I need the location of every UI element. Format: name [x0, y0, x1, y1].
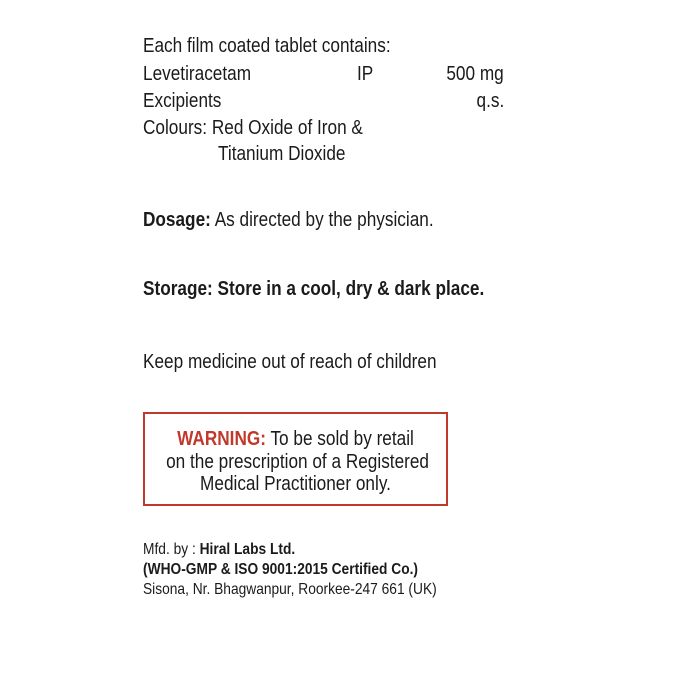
warning-line2: on the prescription of a Registered [166, 451, 430, 473]
dosage-row [143, 208, 434, 232]
manufacturer-prefix: Mfd. by : [143, 541, 196, 558]
storage-label: Storage: [143, 278, 213, 300]
colours-line1: Red Oxide of Iron & [211, 117, 363, 139]
dosage-text: As directed by the physician. [214, 209, 434, 231]
manufacturer-name: Hiral Labs Ltd. [199, 541, 296, 558]
ingredient-standard-levetiracetam: IP [357, 63, 374, 85]
storage-row [143, 277, 484, 301]
manufacturer-certification: (WHO-GMP & ISO 9001:2015 Certified Co.) [143, 561, 419, 578]
composition-heading: Each film coated tablet contains: [143, 35, 391, 57]
colours-row [143, 116, 363, 140]
warning-line1-text: To be sold by retail [270, 428, 414, 450]
ingredient-amount-levetiracetam: 500 mg [446, 63, 504, 85]
storage-text: Store in a cool, dry & dark place. [217, 278, 485, 300]
warning-line1 [166, 427, 425, 451]
ingredient-name-excipients: Excipients [143, 90, 222, 112]
colours-label: Colours: [143, 117, 208, 139]
warning-box [143, 412, 448, 506]
keep-out-of-reach-text: Keep medicine out of reach of children [143, 351, 437, 373]
manufacturer-address: Sisona, Nr. Bhagwanpur, Roorkee-247 661 (UK) [143, 581, 437, 598]
manufacturer-row [143, 540, 295, 560]
warning-line3: Medical Practitioner only. [200, 473, 391, 495]
ingredient-name-levetiracetam: Levetiracetam [143, 63, 252, 85]
warning-label: WARNING: [177, 428, 266, 450]
ingredient-amount-excipients: q.s. [476, 90, 504, 112]
dosage-label: Dosage: [143, 209, 211, 231]
colours-line2: Titanium Dioxide [218, 143, 346, 165]
